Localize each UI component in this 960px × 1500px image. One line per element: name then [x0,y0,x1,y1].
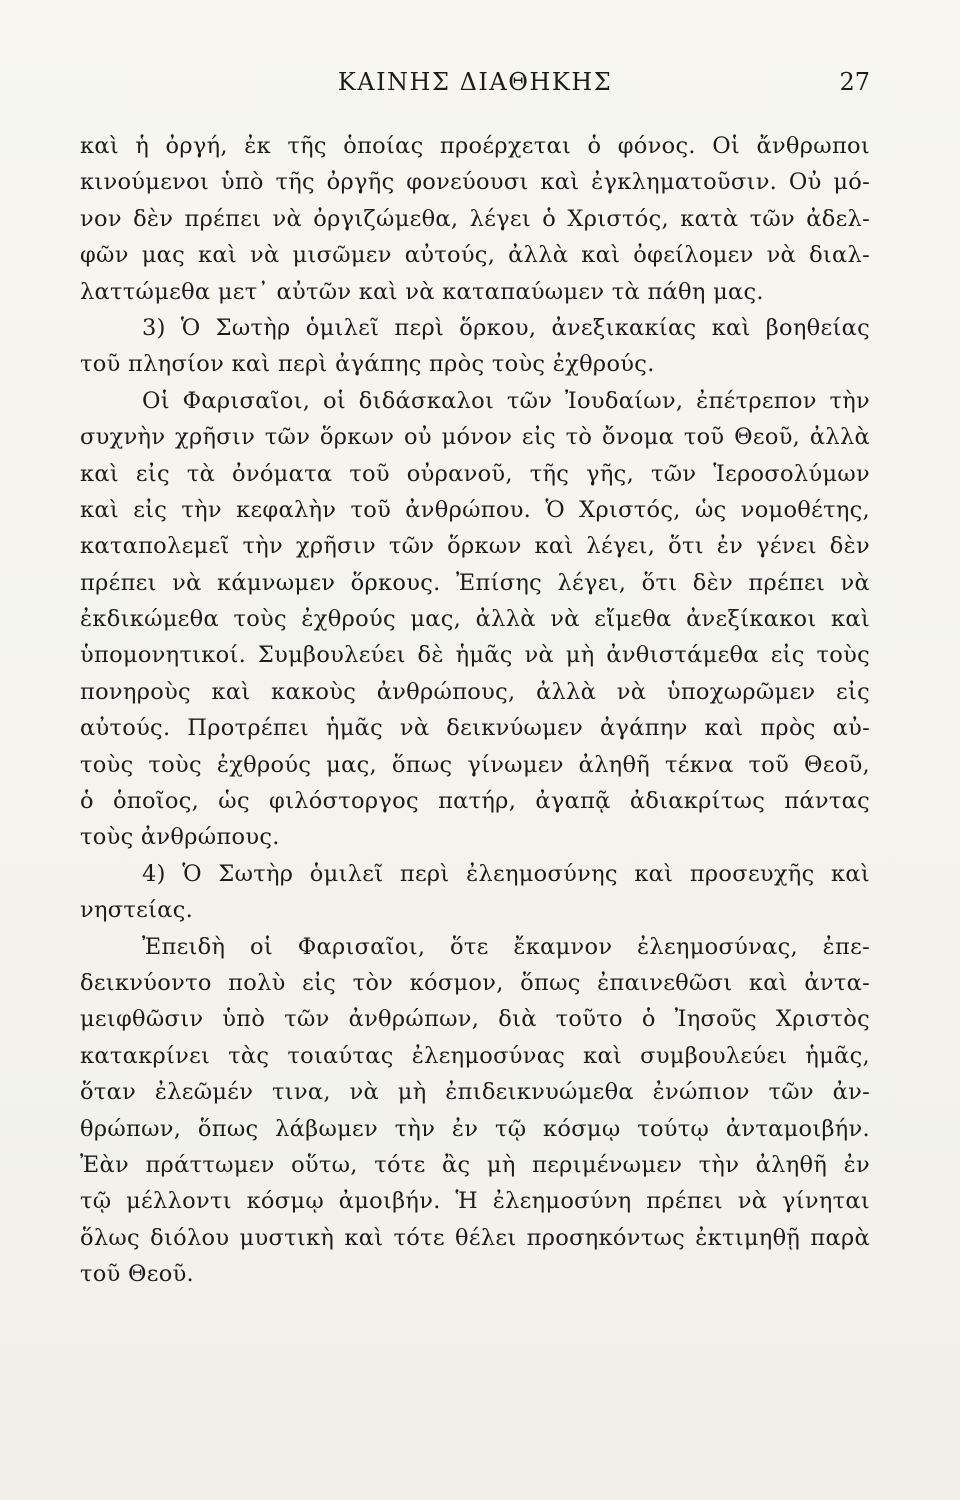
text-line: καταπολεμεῖ τὴν χρῆσιν τῶν ὅρκων καὶ λέγει, ὅτι ἐν γένει δὲν [80,533,870,560]
text-line: θρώπων, ὅπως λάβωμεν τὴν ἐν τῷ κόσμῳ τούτῳ ἀνταμοιβήν. [80,1115,870,1142]
text-line: τοὺς ἀνθρώπους. [80,824,280,851]
section-heading-line: 3) Ὁ Σωτὴρ ὁμιλεῖ περὶ ὅρκου, ἀνεξικακίας καὶ βοηθείας [142,314,870,341]
text-line: ὅταν ἐλεῶμέν τινα, νὰ μὴ ἐπιδεικνυώμεθα ἐνώπιον τῶν ἀν- [80,1079,870,1106]
text-line: τῷ μέλλοντι κόσμῳ ἀμοιβήν. Ἡ ἐλεημοσύνη πρέπει νὰ γίνηται [80,1188,870,1215]
text-line: ὅλως διόλου μυστικὴ καὶ τότε θέλει προσηκόντως ἐκτιμηθῇ παρὰ [80,1224,870,1251]
text-line: μειφθῶσιν ὑπὸ τῶν ἀνθρώπων, διὰ τοῦτο ὁ Ἰησοῦς Χριστὸς [80,1006,870,1033]
text-line: τοὺς τοὺς ἐχθρούς μας, ὅπως γίνωμεν ἀληθῆ τέκνα τοῦ Θεοῦ, [80,751,870,778]
text-line: νον δὲν πρέπει νὰ ὀργιζώμεθα, λέγει ὁ Χριστός, κατὰ τῶν ἀδελ- [80,205,870,232]
text-line: ἐκδικώμεθα τοὺς ἐχθρούς μας, ἀλλὰ νὰ εἴμεθα ἀνεξίκακοι καὶ [80,606,870,633]
text-line: κατακρίνει τὰς τοιαύτας ἐλεημοσύνας καὶ συμβουλεύει ἡμᾶς, [80,1042,870,1069]
text-line: δεικνύοντο πολὺ εἰς τὸν κόσμον, ὅπως ἐπαινεθῶσι καὶ ἀντα- [80,969,870,996]
body-text [80,128,870,1293]
text-line: καὶ εἰς τὰ ὀνόματα τοῦ οὐρανοῦ, τῆς γῆς, τῶν Ἱεροσολύμων [80,460,870,487]
text-line: πρέπει νὰ κάμνωμεν ὅρκους. Ἐπίσης λέγει, ὅτι δὲν πρέπει νὰ [80,569,870,596]
text-line: συχνὴν χρῆσιν τῶν ὅρκων οὐ μόνον εἰς τὸ ὄνομα τοῦ Θεοῦ, ἀλλὰ [80,424,870,451]
text-line: Οἱ Φαρισαῖοι, οἱ διδάσκαλοι τῶν Ἰουδαίων, ἐπέτρεπον τὴν [142,387,870,414]
text-line: πονηροὺς καὶ κακοὺς ἀνθρώπους, ἀλλὰ νὰ ὑποχωρῶμεν εἰς [80,678,870,705]
text-line: Ἐὰν πράττωμεν οὕτω, τότε ἂς μὴ περιμένωμεν τὴν ἀληθῆ ἐν [80,1151,870,1178]
section-heading-line: 4) Ὁ Σωτὴρ ὁμιλεῖ περὶ ἐλεημοσύνης καὶ προσευχῆς καὶ [142,860,870,887]
text-line: καὶ εἰς τὴν κεφαλὴν τοῦ ἀνθρώπου. Ὁ Χριστός, ὡς νομοθέτης, [80,496,870,523]
text-line: λαττώμεθα μετ᾽ αὐτῶν καὶ νὰ καταπαύωμεν τὰ πάθη μας. [80,278,764,305]
running-title: ΚΑΙΝΗΣ ΔΙΑΘΗΚΗΣ [337,68,613,96]
text-line: φῶν μας καὶ νὰ μισῶμεν αὐτούς, ἀλλὰ καὶ ὀφείλομεν νὰ διαλ- [80,242,870,269]
text-line: Ἐπειδὴ οἱ Φαρισαῖοι, ὅτε ἔκαμνον ἐλεημοσύνας, ἐπε- [142,933,870,960]
section-heading-line: τοῦ πλησίον καὶ περὶ ἀγάπης πρὸς τοὺς ἐχθρούς. [80,351,655,378]
section-heading-line: νηστείας. [80,897,194,924]
text-line: ὁ ὁποῖος, ὡς φιλόστοργος πατήρ, ἀγαπᾷ ἀδιακρίτως πάντας [80,788,870,815]
text-line: αὐτούς. Προτρέπει ἡμᾶς νὰ δεικνύωμεν ἀγάπην καὶ πρὸς αὐ- [80,715,870,742]
text-line: ὑπομονητικοί. Συμβουλεύει δὲ ἡμᾶς νὰ μὴ ἀνθιστάμεθα εἰς τοὺς [80,642,870,669]
text-line: κινούμενοι ὑπὸ τῆς ὀργῆς φονεύουσι καὶ ἐγκληματοῦσιν. Οὐ μό- [80,169,870,196]
running-head [80,64,870,104]
page-number: 27 [839,68,870,96]
text-line: καὶ ἡ ὀργή, ἐκ τῆς ὁποίας προέρχεται ὁ φόνος. Οἱ ἄνθρωποι [80,133,870,159]
text-line: τοῦ Θεοῦ. [80,1261,195,1288]
